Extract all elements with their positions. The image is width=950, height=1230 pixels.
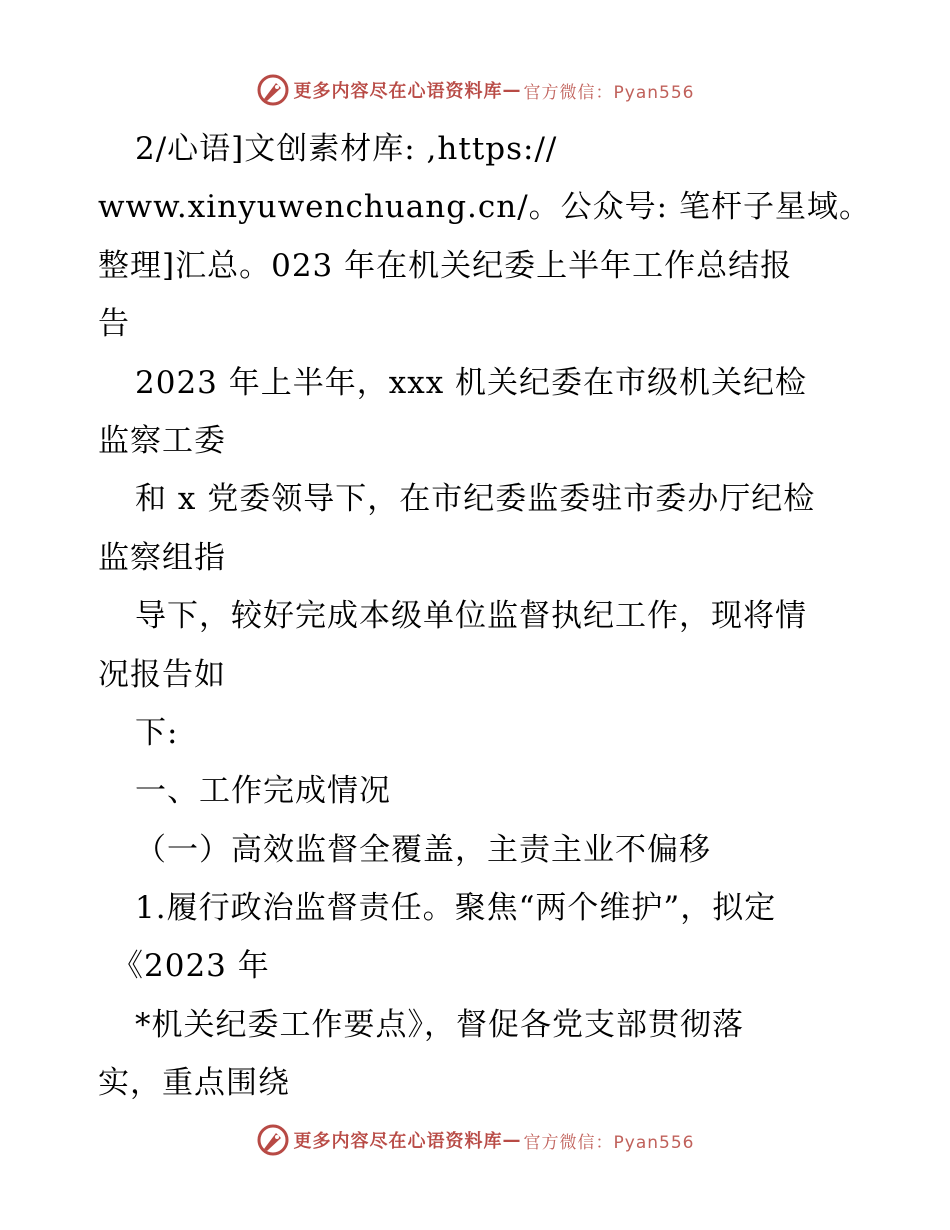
watermark-separator: — (502, 1129, 522, 1151)
watermark-brand: 更多内容尽在心语资料库 (293, 81, 503, 102)
pen-nib-logo-icon (256, 1123, 290, 1157)
pen-nib-logo-icon (256, 73, 290, 107)
paragraph-line: 和 x 党委领导下，在市纪委监委驻市委办厅纪检 (135, 481, 816, 518)
paragraph-line: *机关纪委工作要点》，督促各党支部贯彻落 (135, 1006, 744, 1043)
paragraph-line: 况报告如 (98, 656, 226, 693)
paragraph-line: 《2023 年 (112, 948, 270, 985)
subsection-heading: （一）高效监督全覆盖，主责主业不偏移 (135, 831, 711, 868)
paragraph-line: 整理]汇总。023 年在机关纪委上半年工作总结报 (98, 247, 793, 284)
paragraph-line: 1.履行政治监督责任。聚焦“两个维护”，拟定 (135, 890, 777, 927)
watermark-wechat: 官方微信：Pyan556 (523, 82, 695, 103)
paragraph-line: 实，重点围绕 (98, 1065, 290, 1102)
paragraph-line: 2/心语]文创素材库: ,https:// (135, 131, 558, 167)
paragraph-line: 2023 年上半年，xxx 机关纪委在市级机关纪检 (135, 364, 808, 401)
header-watermark (0, 70, 950, 110)
watermark-brand: 更多内容尽在心语资料库 (293, 1131, 503, 1152)
watermark-separator: — (502, 79, 522, 101)
paragraph-line: 监察工委 (98, 422, 226, 459)
document-body (98, 120, 871, 1113)
paragraph-line: 告 (98, 306, 130, 343)
paragraph-line: www.xinyuwenchuang.cn/。公众号: 笔杆子星域。 (98, 189, 871, 226)
paragraph-line: 监察组指 (98, 539, 226, 576)
watermark-wechat: 官方微信：Pyan556 (523, 1132, 695, 1153)
footer-watermark (0, 1120, 950, 1160)
paragraph-line: 下: (135, 714, 179, 751)
section-heading: 一、工作完成情况 (135, 773, 391, 810)
paragraph-line: 导下，较好完成本级单位监督执纪工作，现将情 (135, 598, 807, 635)
